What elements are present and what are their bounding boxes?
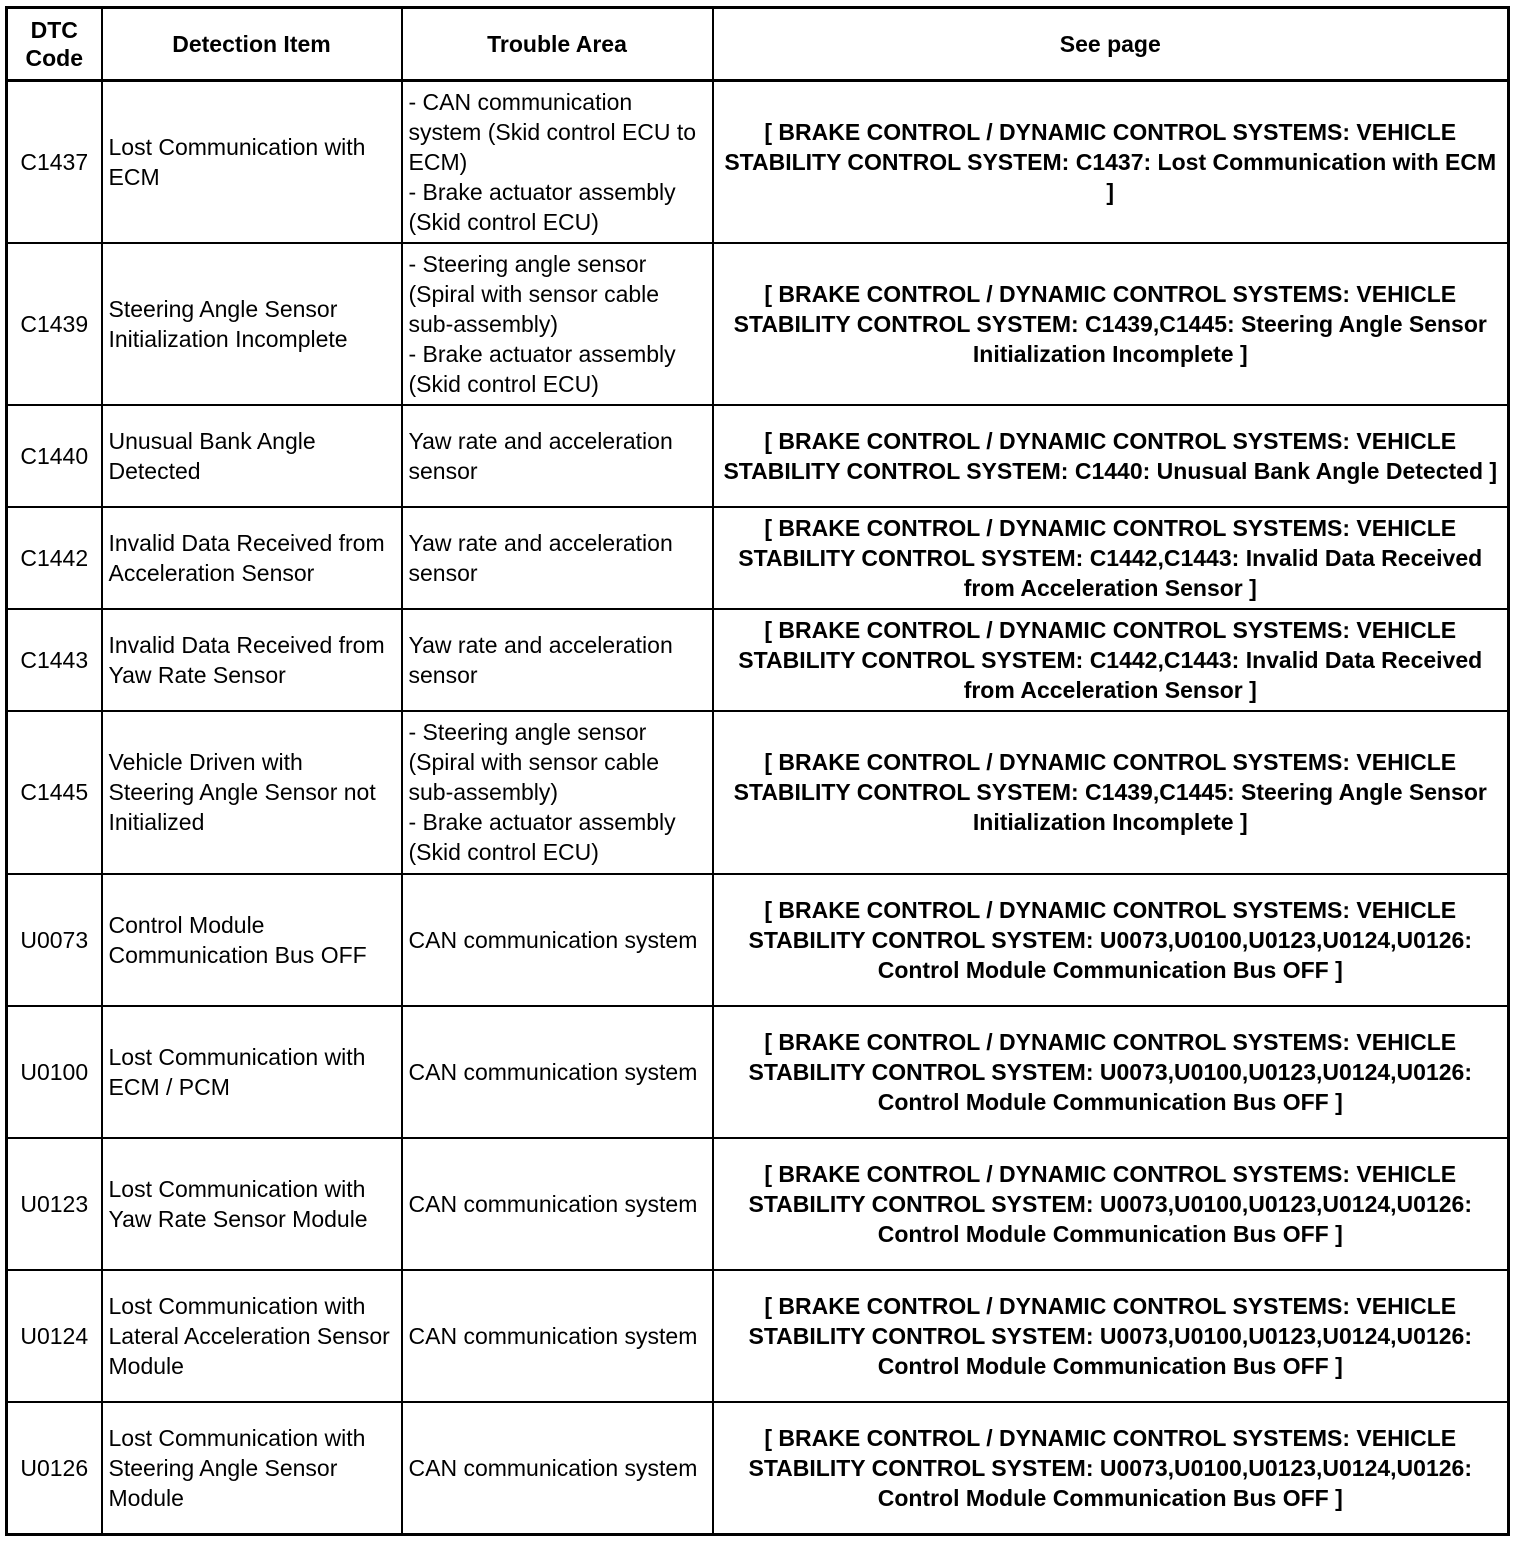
- see-page-link[interactable]: [ BRAKE CONTROL / DYNAMIC CONTROL SYSTEMS: VEHICLE STABILITY CONTROL SYSTEM: C1439,C1445: Steering Angle Sensor Initialization Incomplete ]: [713, 711, 1509, 873]
- detection-item-cell: Lost Communication with Lateral Acceleration Sensor Module: [102, 1270, 402, 1402]
- see-page-link[interactable]: [ BRAKE CONTROL / DYNAMIC CONTROL SYSTEMS: VEHICLE STABILITY CONTROL SYSTEM: C1439,C1445: Steering Angle Sensor Initialization Incomplete ]: [713, 243, 1509, 405]
- table-row: [7, 81, 1509, 243]
- detection-item-cell: Invalid Data Received from Acceleration Sensor: [102, 507, 402, 609]
- table-row: [7, 1138, 1509, 1270]
- header-dtc-code-line1: DTC: [30, 17, 78, 43]
- trouble-area-line: CAN communication system: [408, 1455, 698, 1482]
- see-page-link[interactable]: [ BRAKE CONTROL / DYNAMIC CONTROL SYSTEMS: VEHICLE STABILITY CONTROL SYSTEM: U0073,U0100,U0123,U0124,U0126: Control Module Communication Bus OFF ]: [713, 874, 1509, 1006]
- trouble-area-line: - CAN communication system (Skid control ECU to ECM): [408, 88, 697, 175]
- detection-item-cell: Steering Angle Sensor Initialization Incomplete: [102, 243, 402, 405]
- trouble-area-cell: [402, 1006, 713, 1138]
- header-row: [7, 8, 1509, 81]
- dtc-code-cell: U0100: [7, 1006, 102, 1138]
- dtc-code-cell: U0123: [7, 1138, 102, 1270]
- see-page-link[interactable]: [ BRAKE CONTROL / DYNAMIC CONTROL SYSTEMS: VEHICLE STABILITY CONTROL SYSTEM: U0073,U0100,U0123,U0124,U0126: Control Module Communication Bus OFF ]: [713, 1402, 1509, 1534]
- table-row: [7, 1270, 1509, 1402]
- header-detection-item: Detection Item: [102, 8, 402, 81]
- table-row: [7, 711, 1509, 873]
- table-header: [7, 8, 1509, 81]
- detection-item-cell: Lost Communication with Yaw Rate Sensor Module: [102, 1138, 402, 1270]
- dtc-code-cell: C1442: [7, 507, 102, 609]
- table-body: [7, 81, 1509, 1535]
- see-page-link[interactable]: [ BRAKE CONTROL / DYNAMIC CONTROL SYSTEMS: VEHICLE STABILITY CONTROL SYSTEM: C1437: Lost Communication with ECM ]: [713, 81, 1509, 243]
- trouble-area-line: Yaw rate and acceleration sensor: [408, 428, 673, 484]
- trouble-area-line: - Steering angle sensor (Spiral with sensor cable sub-assembly): [408, 719, 660, 806]
- table-row: [7, 507, 1509, 609]
- trouble-area-cell: [402, 1270, 713, 1402]
- trouble-area-line: - Brake actuator assembly (Skid control ECU): [408, 340, 676, 397]
- trouble-area-line: CAN communication system: [408, 1190, 698, 1217]
- trouble-area-cell: [402, 609, 713, 711]
- dtc-code-cell: U0073: [7, 874, 102, 1006]
- header-dtc-code: [7, 8, 102, 81]
- dtc-code-cell: U0124: [7, 1270, 102, 1402]
- dtc-code-cell: C1443: [7, 609, 102, 711]
- table-row: [7, 1402, 1509, 1534]
- trouble-area-cell: [402, 243, 713, 405]
- detection-item-cell: Invalid Data Received from Yaw Rate Sensor: [102, 609, 402, 711]
- table-row: [7, 1006, 1509, 1138]
- table-row: [7, 405, 1509, 507]
- detection-item-cell: Lost Communication with ECM / PCM: [102, 1006, 402, 1138]
- see-page-link[interactable]: [ BRAKE CONTROL / DYNAMIC CONTROL SYSTEMS: VEHICLE STABILITY CONTROL SYSTEM: C1442,C1443: Invalid Data Received from Acceleration Sensor ]: [713, 609, 1509, 711]
- trouble-area-line: - Brake actuator assembly (Skid control ECU): [408, 178, 676, 235]
- trouble-area-cell: [402, 874, 713, 1006]
- see-page-link[interactable]: [ BRAKE CONTROL / DYNAMIC CONTROL SYSTEMS: VEHICLE STABILITY CONTROL SYSTEM: U0073,U0100,U0123,U0124,U0126: Control Module Communication Bus OFF ]: [713, 1006, 1509, 1138]
- trouble-area-cell: [402, 405, 713, 507]
- dtc-code-cell: U0126: [7, 1402, 102, 1534]
- table-row: [7, 874, 1509, 1006]
- dtc-code-cell: C1439: [7, 243, 102, 405]
- table-row: [7, 243, 1509, 405]
- trouble-area-line: CAN communication system: [408, 926, 698, 953]
- header-trouble-area: Trouble Area: [402, 8, 713, 81]
- dtc-code-cell: C1445: [7, 711, 102, 873]
- trouble-area-cell: [402, 1402, 713, 1534]
- trouble-area-line: Yaw rate and acceleration sensor: [408, 632, 673, 689]
- dtc-code-cell: C1437: [7, 81, 102, 243]
- header-dtc-code-line2: Code: [25, 45, 83, 71]
- trouble-area-line: - Steering angle sensor (Spiral with sensor cable sub-assembly): [408, 250, 660, 337]
- trouble-area-cell: [402, 507, 713, 609]
- detection-item-cell: Vehicle Driven with Steering Angle Sensor not Initialized: [102, 711, 402, 873]
- trouble-area-line: CAN communication system: [408, 1058, 698, 1085]
- trouble-area-line: - Brake actuator assembly (Skid control ECU): [408, 809, 676, 866]
- dtc-code-cell: C1440: [7, 405, 102, 507]
- detection-item-cell: Lost Communication with ECM: [102, 81, 402, 243]
- trouble-area-line: Yaw rate and acceleration sensor: [408, 530, 673, 587]
- header-see-page: See page: [713, 8, 1509, 81]
- see-page-link[interactable]: [ BRAKE CONTROL / DYNAMIC CONTROL SYSTEMS: VEHICLE STABILITY CONTROL SYSTEM: U0073,U0100,U0123,U0124,U0126: Control Module Communication Bus OFF ]: [713, 1138, 1509, 1270]
- dtc-table: [5, 6, 1510, 1536]
- see-page-link[interactable]: [ BRAKE CONTROL / DYNAMIC CONTROL SYSTEMS: VEHICLE STABILITY CONTROL SYSTEM: C1440: Unusual Bank Angle Detected ]: [713, 405, 1509, 507]
- detection-item-cell: Control Module Communication Bus OFF: [102, 874, 402, 1006]
- see-page-link[interactable]: [ BRAKE CONTROL / DYNAMIC CONTROL SYSTEMS: VEHICLE STABILITY CONTROL SYSTEM: U0073,U0100,U0123,U0124,U0126: Control Module Communication Bus OFF ]: [713, 1270, 1509, 1402]
- detection-item-cell: Lost Communication with Steering Angle Sensor Module: [102, 1402, 402, 1534]
- detection-item-cell: Unusual Bank Angle Detected: [102, 405, 402, 507]
- table-row: [7, 609, 1509, 711]
- see-page-link[interactable]: [ BRAKE CONTROL / DYNAMIC CONTROL SYSTEMS: VEHICLE STABILITY CONTROL SYSTEM: C1442,C1443: Invalid Data Received from Acceleration Sensor ]: [713, 507, 1509, 609]
- trouble-area-cell: [402, 81, 713, 243]
- trouble-area-cell: [402, 711, 713, 873]
- trouble-area-cell: [402, 1138, 713, 1270]
- trouble-area-line: CAN communication system: [408, 1323, 698, 1350]
